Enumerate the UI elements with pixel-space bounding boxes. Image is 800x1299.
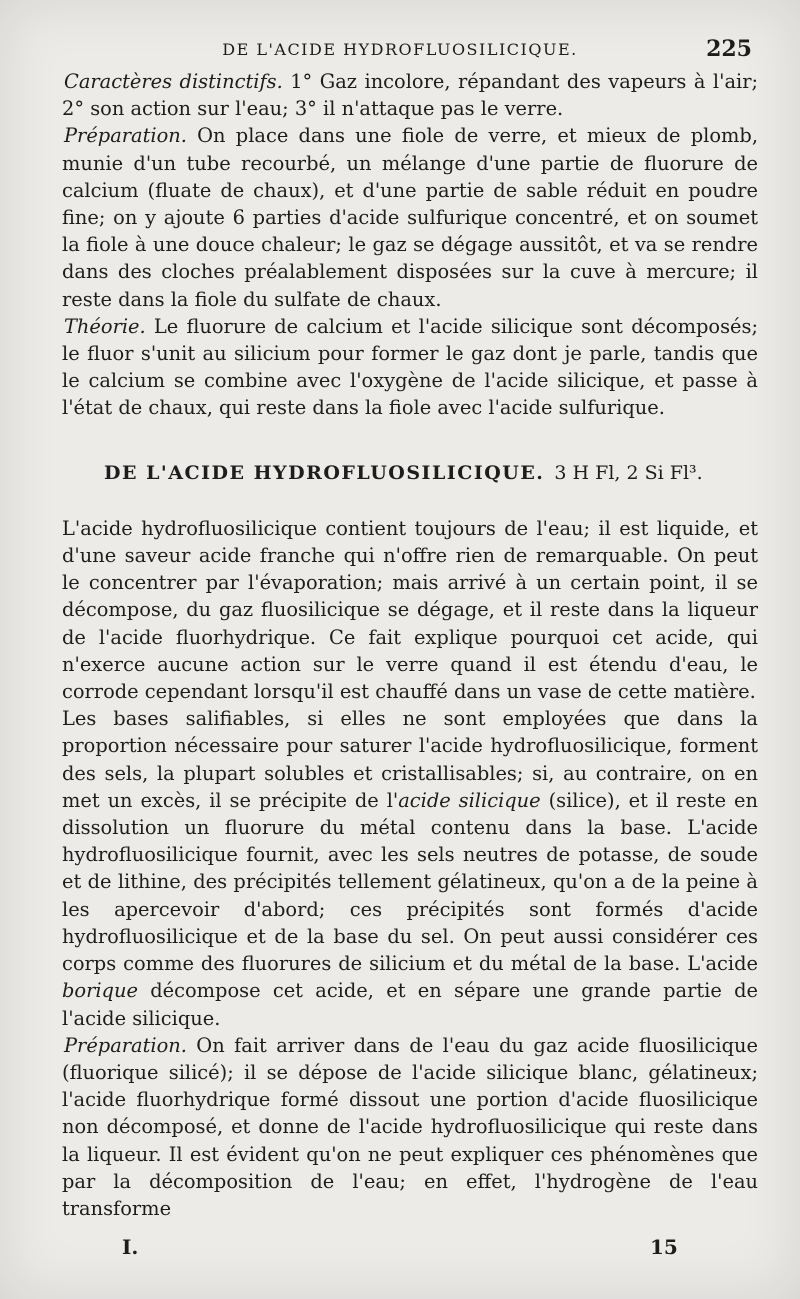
text-preparation-1: On place dans une fiole de verre, et mieux de plomb, munie d'un tube recourbé, un mélange d'une partie de fluorure de calcium (fluate de chaux), et d'une partie de sable réduit en poudre fine; on y ajoute 6 parties d'acide sulfurique concentré, et on soumet la fiole à une douce chaleur; le gaz se dégage aussitôt, et va se rendre dans des cloches préalablement disposées sur la cuve à mercure; il reste dans la fiole du sulfate de chaux. [62, 124, 758, 311]
lead-caracteres: Caractères distinctifs. [64, 70, 283, 93]
sheet-number: 15 [650, 1235, 678, 1259]
text-para2-a: Les bases salifiables, si elles ne sont employées que dans la proportion nécessaire pour saturer l'acide hydrofluosilicique, forment des sels, la plupart solubles et cristallisables; si, au contraire, on en met un excès, il se précipite de l' [62, 707, 758, 812]
text-para2-em-borique: borique [62, 979, 138, 1003]
paragraph-preparation-1 [62, 122, 758, 312]
lead-preparation-1: Préparation. [64, 124, 187, 148]
paragraph-theorie [62, 313, 758, 422]
section-title: DE L'ACIDE HYDROFLUOSILICIQUE. [104, 461, 545, 484]
page-body [62, 68, 758, 1222]
text-para2-b: (silice), et il reste en dissolution un fluorure du métal contenu dans la base. L'acide hydrofluosilicique fournit, avec les sels neutres de potasse, de soude et de lithine, des précipités tellement gélatineux, qu'on a de la peine à les apercevoir d'abord; ces précipités sont formés d'acide hydrofluosilicique et de la base du sel. On peut aussi considérer ces corps comme des fluorures de silicium et du métal de la base. L'acide [62, 788, 758, 976]
page-number: 225 [706, 36, 752, 62]
page-footer [0, 1235, 800, 1265]
signature-mark: I. [122, 1235, 139, 1259]
paragraph-acide-description [62, 515, 758, 705]
paragraph-bases-salifiables [62, 705, 758, 1031]
running-head-title: DE L'ACIDE HYDROFLUOSILICIQUE. [222, 40, 578, 59]
text-para2-em-silicique: acide silicique [398, 788, 541, 812]
lead-preparation-2: Préparation. [64, 1033, 187, 1057]
text-theorie: Le fluorure de calcium et l'acide silicique sont décomposés; le fluor s'unit au silicium pour former le gaz dont je parle, tandis que le calcium se combine avec l'oxygène de l'acide silicique, et passe à l'état de chaux, qui reste dans la fiole avec l'acide sulfurique. [62, 314, 758, 420]
paragraph-preparation-2 [62, 1032, 758, 1222]
section-heading [62, 460, 758, 487]
text-preparation-2: On fait arriver dans de l'eau du gaz acide fluosilicique (fluorique silicé); il se dépose de l'acide silicique blanc, gélatineux; l'acide fluorhydrique formé dissout une portion d'acide fluosilicique non décomposé, et donne de l'acide hydrofluosilicique qui reste dans la liqueur. Il est évident qu'on ne peut expliquer ces phénomènes que par la décomposition de l'eau; en effet, l'hydrogène de l'eau transforme [62, 1033, 758, 1220]
paragraph-caracteres [62, 68, 758, 122]
text-para2-c: décompose cet acide, et en sépare une grande partie de l'acide silicique. [62, 979, 758, 1030]
lead-theorie: Théorie. [64, 314, 146, 338]
section-formula: 3 H Fl, 2 Si Fl³. [554, 461, 703, 484]
text-para1: L'acide hydrofluosilicique contient toujours de l'eau; il est liquide, et d'une saveur acide franche qui n'offre rien de remarquable. On peut le concentrer par l'évaporation; mais arrivé à un certain point, il se décompose, du gaz fluosilicique se dégage, et il reste dans la liqueur de l'acide fluorhydrique. Ce fait explique pourquoi cet acide, qui n'exerce aucune action sur le verre quand il est étendu d'eau, le corrode cependant lorsqu'il est chauffé dans un vase de cette matière. [62, 516, 758, 704]
text-caracteres: 1° Gaz incolore, répandant des vapeurs à l'air; 2° son action sur l'eau; 3° il n'attaque pas le verre. [62, 70, 759, 121]
running-head [0, 36, 800, 66]
